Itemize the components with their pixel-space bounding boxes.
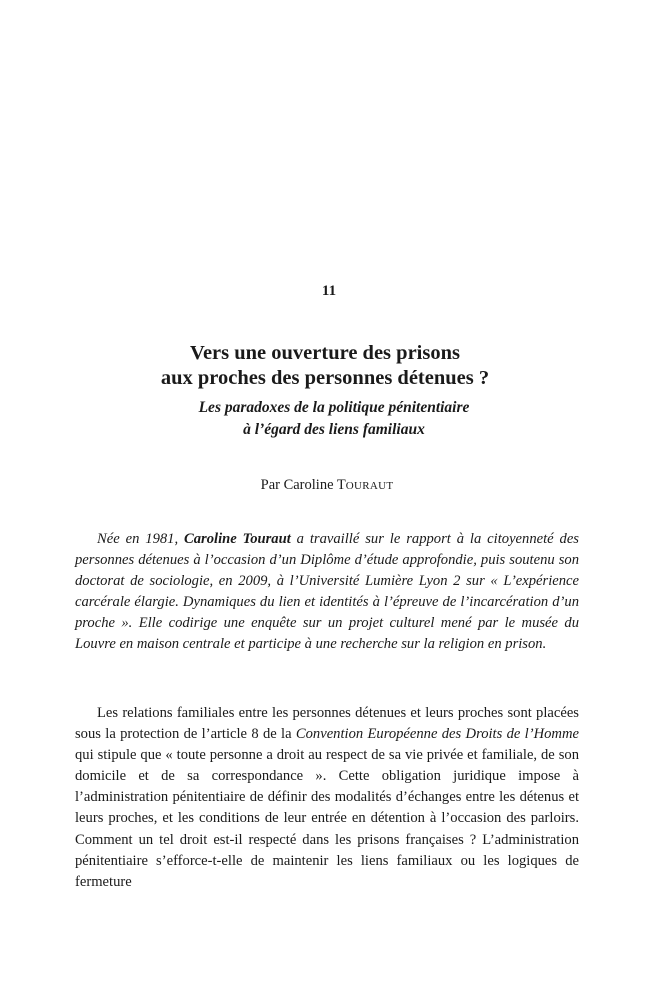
body-paragraph: [75, 703, 579, 893]
author-byline: [0, 477, 650, 494]
bio-author-name: Caroline Touraut: [184, 531, 291, 547]
byline-surname-initial: T: [336, 477, 346, 493]
chapter-subtitle: [0, 397, 650, 441]
chapter-subtitle-line-2: à l’égard des liens familiaux: [243, 421, 425, 438]
chapter-number: 11: [321, 283, 337, 299]
convention-title: Convention Européenne des Droits de l’Homme: [295, 726, 579, 743]
byline-prefix: Par Caroline: [260, 477, 337, 493]
bio-text-1: Née en 1981,: [97, 531, 185, 547]
chapter-title-line-1: Vers une ouverture des prisons: [190, 342, 460, 364]
chapter-title: [0, 341, 650, 391]
body-text-2: qui stipule que « toute personne a droit au respect de sa vie privée et familiale, de son domicile et de sa correspondance ». Cette obligation juridique impose à l’administration pénitentiaire de définir des modalités d’échanges entre les détenus et leurs proches, et les conditions de leur entrée en détention à l’occasion des parloirs. Comment un tel droit est-il respecté dans les prisons françaises ? L’administration pénitentiaire s’efforce-t-elle de maintenir les liens familiaux ou les logiques de fermeture: [75, 747, 579, 890]
author-bio: [75, 529, 579, 656]
chapter-subtitle-line-1: Les paradoxes de la politique pénitentiaire: [198, 399, 470, 416]
chapter-title-line-2: aux proches des personnes détenues ?: [160, 367, 490, 389]
byline-surname-rest: OURAUT: [345, 480, 394, 492]
body-text-1: Les relations familiales entre les personnes détenues et leurs proches sont placées sous la protection de l’article 8 de la: [75, 705, 579, 743]
bio-text-2: a travaillé sur le rapport à la citoyenneté des personnes détenues à l’occasion d’un Diplôme d’étude approfondie, puis soutenu son doctorat de sociologie, en 2009, à l’Université Lumière Lyon 2 sur « L’expérience carcérale élargie. Dynamiques du lien et identités à l’épreuve de l’incarcération d’un proche ». Elle codirige une enquête sur un projet culturel mené par le musée du Louvre en maison centrale et participe à une recherche sur la religion en prison.: [75, 531, 579, 653]
